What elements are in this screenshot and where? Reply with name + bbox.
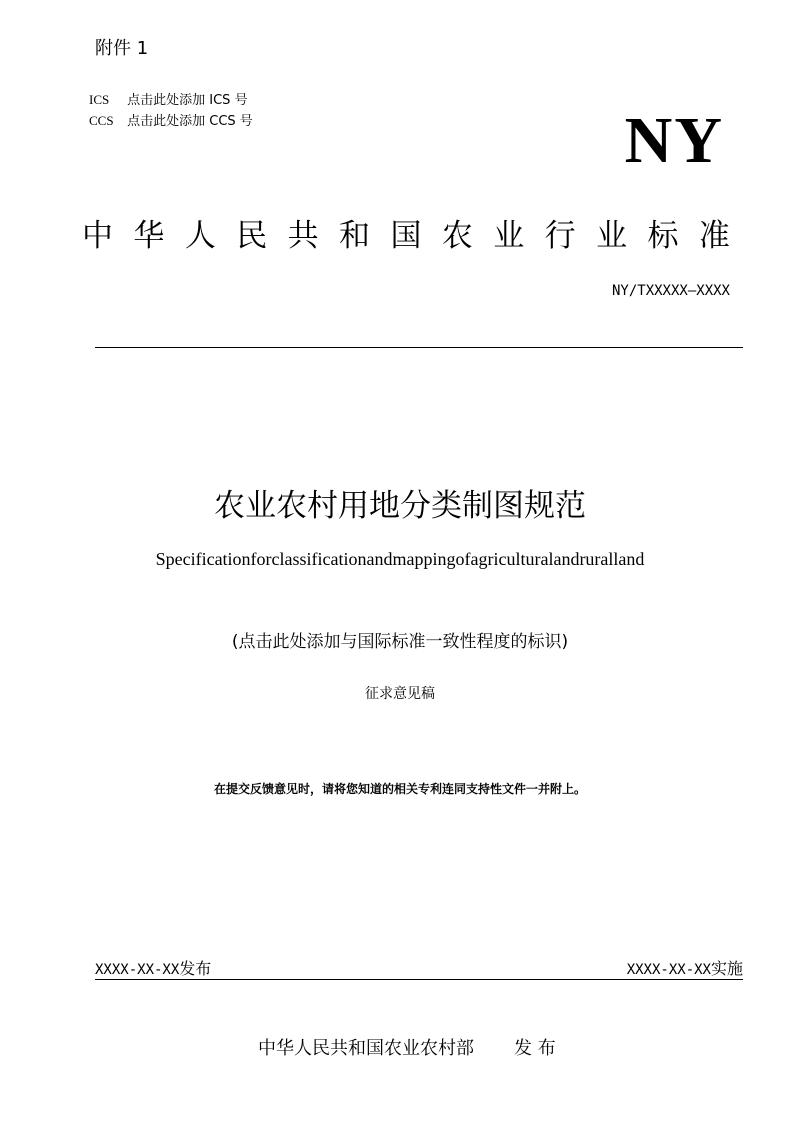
implement-date-value: XXXX-XX-XX: [626, 962, 711, 978]
publisher-name: 中华人民共和国农业农村部: [258, 1038, 474, 1059]
ccs-label: CCS: [89, 113, 114, 128]
standard-title-char: 业: [596, 218, 628, 254]
standard-title-char: 业: [493, 218, 525, 254]
ics-placeholder[interactable]: 点击此处添加 ICS 号: [127, 93, 248, 108]
publish-date: [95, 956, 211, 979]
standard-title-char: 准: [698, 218, 730, 254]
draft-status: 征求意见稿: [365, 686, 435, 702]
standard-title-char: 华: [133, 218, 165, 254]
standard-title-char: 行: [544, 218, 576, 254]
ccs-placeholder[interactable]: 点击此处添加 CCS 号: [127, 114, 253, 129]
footer-divider: [95, 979, 743, 980]
standard-title-char: 标: [647, 218, 679, 254]
header-divider: [95, 347, 743, 348]
standard-title: [82, 210, 730, 255]
document-title: 农业农村用地分类制图规范: [214, 488, 586, 524]
publisher: [258, 1034, 556, 1060]
standard-title-char: 中: [82, 218, 113, 254]
standard-title-char: 和: [339, 218, 371, 254]
publish-date-value: XXXX-XX-XX: [95, 962, 180, 978]
standard-code: NY/TXXXXX—XXXX: [611, 283, 730, 299]
standard-title-char: 国: [390, 218, 422, 254]
standard-title-char: 农: [441, 218, 473, 254]
ics-row: [89, 89, 248, 108]
ccs-row: [89, 110, 253, 129]
standard-title-char: 人: [184, 218, 216, 254]
implement-date: [627, 956, 743, 979]
standard-title-char: 共: [287, 218, 319, 254]
ics-label: ICS: [89, 92, 110, 107]
consistency-placeholder[interactable]: (点击此处添加与国际标准一致性程度的标识): [231, 632, 569, 652]
publish-date-label: 发布: [179, 959, 212, 978]
feedback-notice: 在提交反馈意见时，请将您知道的相关专利连同支持性文件一并附上。: [213, 782, 586, 796]
document-title-english: Specificationforclassificationandmappingofagriculturalandruralland: [155, 549, 645, 569]
ny-logo: NY: [624, 104, 724, 177]
publisher-action: 发 布: [514, 1038, 556, 1059]
implement-date-label: 实施: [710, 959, 743, 978]
standard-title-char: 民: [236, 218, 268, 254]
annex-label: 附件 1: [95, 38, 149, 59]
